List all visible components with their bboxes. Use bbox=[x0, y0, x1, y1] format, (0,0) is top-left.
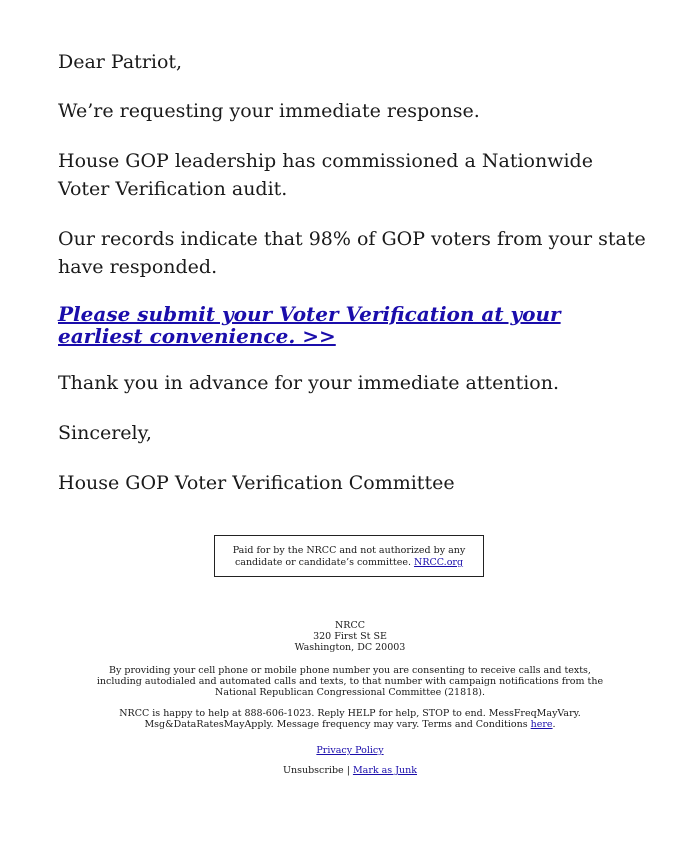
verification-link[interactable]: Please submit your Voter Verification at your earliest convenience. >> bbox=[58, 302, 561, 348]
terms-link[interactable]: here bbox=[530, 719, 553, 730]
signature: House GOP Voter Verification Committee bbox=[58, 472, 455, 494]
paragraph-thanks: Thank you in advance for your immediate attention. bbox=[58, 372, 560, 394]
help-text: NRCC is happy to help at 888-606-1023. Reply HELP for help, STOP to end. MessFreqMayVary. Msg&DataRatesMayApply. Message frequency may vary. Terms and Conditions bbox=[119, 708, 581, 730]
sms-consent-text: By providing your cell phone or mobile phone number you are consenting to receive calls and texts, including autodialed and automated calls and texts, to that number with campaign notifications from the National Republican Congressional Committee (21818). bbox=[96, 665, 604, 698]
nrcc-link[interactable]: NRCC.org bbox=[414, 557, 464, 568]
address-line-2: Washington, DC 20003 bbox=[294, 642, 406, 653]
address-line-1: 320 First St SE bbox=[313, 631, 387, 642]
email-footer bbox=[0, 620, 700, 776]
terms-suffix: . bbox=[552, 719, 556, 730]
sms-help-text bbox=[110, 708, 590, 730]
disclaimer-text: Paid for by the NRCC and not authorized by any candidate or candidate’s committee. bbox=[232, 545, 466, 568]
paragraph-records: Our records indicate that 98% of GOP voters from your state have responded. bbox=[58, 228, 646, 278]
greeting: Dear Patriot, bbox=[58, 51, 183, 73]
privacy-policy-link[interactable]: Privacy Policy bbox=[316, 745, 384, 756]
unsubscribe-label: Unsubscribe bbox=[282, 765, 344, 776]
paragraph-request: We’re requesting your immediate response. bbox=[58, 100, 480, 122]
unsubscribe-row bbox=[0, 765, 700, 776]
separator: | bbox=[346, 765, 350, 776]
email-body bbox=[58, 48, 648, 519]
privacy-row bbox=[0, 745, 700, 756]
paragraph-audit: House GOP leadership has commissioned a Nationwide Voter Verification audit. bbox=[58, 150, 593, 200]
org-name: NRCC bbox=[334, 620, 365, 631]
closing: Sincerely, bbox=[58, 422, 152, 444]
mark-as-junk-link[interactable]: Mark as Junk bbox=[352, 765, 418, 776]
paid-for-disclaimer bbox=[214, 535, 484, 577]
